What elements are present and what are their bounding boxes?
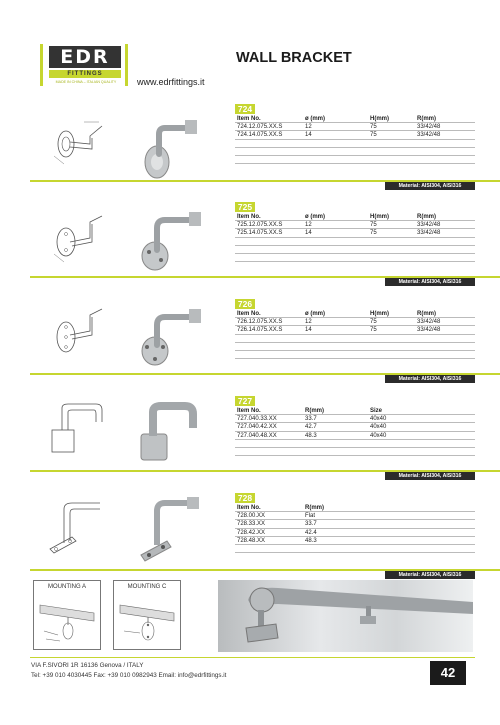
material-label: Material: AISI304, AISI316	[385, 278, 475, 286]
table-row	[235, 123, 475, 131]
cell-height: 75	[370, 230, 377, 237]
cell-radius: Flat	[305, 513, 316, 520]
product-code-badge: 724	[235, 104, 255, 114]
table-row	[235, 415, 475, 423]
header-height: H(mm)	[370, 116, 389, 122]
product-section-728	[30, 489, 475, 579]
edr-logo	[40, 44, 128, 86]
cell-height: 75	[370, 327, 377, 334]
product-section-727	[30, 392, 475, 477]
table-row	[235, 318, 475, 326]
table-row-empty	[235, 254, 475, 262]
mounting-a-drawing	[34, 591, 100, 649]
table-row	[235, 221, 475, 229]
cell-item: 724.12.075.XX.S	[237, 124, 283, 131]
header-height: H(mm)	[370, 214, 389, 220]
cell-radius: 33/42/48	[417, 132, 441, 139]
table-row-empty	[235, 140, 475, 148]
cell-item: 724.14.075.XX.S	[237, 132, 283, 139]
logo-tagline: MADE IN CHINA – ITALIAN QUALITY	[55, 80, 117, 84]
footer-contact: Tel: +39 010 4030445 Fax: +39 010 0982943 Email: info@edrfittings.it	[31, 672, 227, 679]
cell-radius: 48.3	[305, 537, 317, 544]
table-row	[235, 326, 475, 334]
bracket-725-photo	[135, 208, 205, 278]
cell-item: 728.42.XX	[237, 529, 266, 536]
header-diameter: ø (mm)	[305, 116, 325, 122]
product-section-725	[30, 198, 475, 283]
table-row	[235, 423, 475, 431]
cell-item: 725.14.075.XX.S	[237, 230, 283, 237]
header-item-no: Item No.	[237, 311, 261, 317]
product-code-badge: 725	[235, 202, 255, 212]
cell-radius: 33/42/48	[417, 124, 441, 131]
table-row-empty	[235, 343, 475, 351]
table-row-empty	[235, 448, 475, 456]
cell-diameter: 14	[305, 230, 312, 237]
product-code-badge: 728	[235, 493, 255, 503]
mounting-c-diagram	[113, 580, 181, 650]
cell-radius: 33/42/48	[417, 327, 441, 334]
page-title: WALL BRACKET	[236, 50, 352, 66]
cell-item: 728.33.XX	[237, 521, 266, 528]
header-item-no: Item No.	[237, 505, 261, 511]
header-item-no: Item No.	[237, 408, 261, 414]
cell-height: 75	[370, 124, 377, 131]
table-row	[235, 537, 475, 545]
table-header-row	[235, 213, 475, 221]
product-code-badge: 727	[235, 396, 255, 406]
cell-item: 727.040.48.XX	[237, 432, 277, 439]
header-radius: R(mm)	[305, 408, 324, 414]
bracket-728-drawing	[44, 497, 114, 559]
table-row-empty	[235, 351, 475, 359]
table-row	[235, 229, 475, 237]
handrail-photo-drawing	[218, 580, 473, 652]
cell-radius: 42.4	[305, 529, 317, 536]
cell-radius: 48.3	[305, 432, 317, 439]
bracket-728-photo	[135, 497, 205, 567]
spec-table	[235, 407, 475, 456]
website-url[interactable]: www.edrfittings.it	[137, 77, 205, 87]
table-row-empty	[235, 156, 475, 164]
spec-table	[235, 115, 475, 164]
cell-radius: 33.7	[305, 521, 317, 528]
material-label: Material: AISI304, AISI316	[385, 375, 475, 383]
table-row	[235, 512, 475, 520]
cell-diameter: 14	[305, 327, 312, 334]
cell-radius: 33/42/48	[417, 230, 441, 237]
material-label: Material: AISI304, AISI316	[385, 472, 475, 480]
cell-item: 728.00.XX	[237, 513, 266, 520]
cell-radius: 33/42/48	[417, 222, 441, 229]
bracket-724-photo	[135, 114, 205, 184]
header-item-no: Item No.	[237, 214, 261, 220]
cell-diameter: 14	[305, 132, 312, 139]
cell-height: 75	[370, 222, 377, 229]
bracket-727-photo	[135, 400, 205, 470]
footer-address: VIA F.SIVORI 1R 16136 Genova / ITALY	[31, 662, 144, 669]
bracket-726-photo	[135, 303, 205, 373]
spec-table	[235, 310, 475, 359]
cell-item: 727.040.42.XX	[237, 424, 277, 431]
cell-item: 728.48.XX	[237, 537, 266, 544]
cell-radius: 33.7	[305, 416, 317, 423]
table-row-empty	[235, 246, 475, 254]
header-radius: R(mm)	[305, 505, 324, 511]
cell-item: 727.040.33.XX	[237, 416, 277, 423]
table-header-row	[235, 310, 475, 318]
cell-height: 75	[370, 319, 377, 326]
bracket-724-drawing	[44, 114, 114, 176]
mounting-a-label: MOUNTING A	[47, 584, 86, 590]
cell-radius: 33/42/48	[417, 319, 441, 326]
spec-table	[235, 213, 475, 262]
table-header-row	[235, 407, 475, 415]
table-row-empty	[235, 335, 475, 343]
table-row-empty	[235, 238, 475, 246]
header-radius: R(mm)	[417, 311, 436, 317]
cell-size: 40x40	[370, 432, 387, 439]
cell-diameter: 12	[305, 124, 312, 131]
table-row-empty	[235, 440, 475, 448]
cell-item: 726.12.075.XX.S	[237, 319, 283, 326]
mounting-a-diagram	[33, 580, 101, 650]
header-radius: R(mm)	[417, 214, 436, 220]
cell-diameter: 12	[305, 222, 312, 229]
cell-size: 40x40	[370, 424, 387, 431]
cell-size: 40x40	[370, 416, 387, 423]
footer-divider	[30, 657, 475, 658]
header-size: Size	[370, 408, 383, 414]
cell-radius: 42.7	[305, 424, 317, 431]
table-header-row	[235, 504, 475, 512]
header-height: H(mm)	[370, 311, 389, 317]
cell-height: 75	[370, 132, 377, 139]
header-diameter: ø (mm)	[305, 311, 325, 317]
bracket-727-drawing	[44, 400, 114, 462]
cell-item: 725.12.075.XX.S	[237, 222, 283, 229]
logo-sub: FITTINGS	[49, 70, 121, 78]
handrail-photo	[218, 580, 473, 652]
page-number: 42	[430, 661, 466, 685]
product-section-726	[30, 295, 475, 380]
table-row-empty	[235, 148, 475, 156]
logo-brand: EDR	[49, 46, 121, 68]
cell-diameter: 12	[305, 319, 312, 326]
table-row	[235, 529, 475, 537]
bracket-725-drawing	[44, 208, 114, 270]
table-header-row	[235, 115, 475, 123]
table-row	[235, 432, 475, 440]
product-section-724	[30, 100, 475, 189]
material-label: Material: AISI304, AISI316	[385, 182, 475, 190]
mounting-c-label: MOUNTING C	[127, 584, 167, 590]
mounting-c-drawing	[114, 591, 180, 649]
bracket-726-drawing	[44, 303, 114, 365]
table-row	[235, 131, 475, 139]
material-label: Material: AISI304, AISI316	[385, 571, 475, 579]
header-radius: R(mm)	[417, 116, 436, 122]
table-row-empty	[235, 545, 475, 553]
table-row	[235, 520, 475, 528]
cell-item: 726.14.075.XX.S	[237, 327, 283, 334]
spec-table	[235, 504, 475, 553]
header-item-no: Item No.	[237, 116, 261, 122]
header-diameter: ø (mm)	[305, 214, 325, 220]
product-code-badge: 726	[235, 299, 255, 309]
